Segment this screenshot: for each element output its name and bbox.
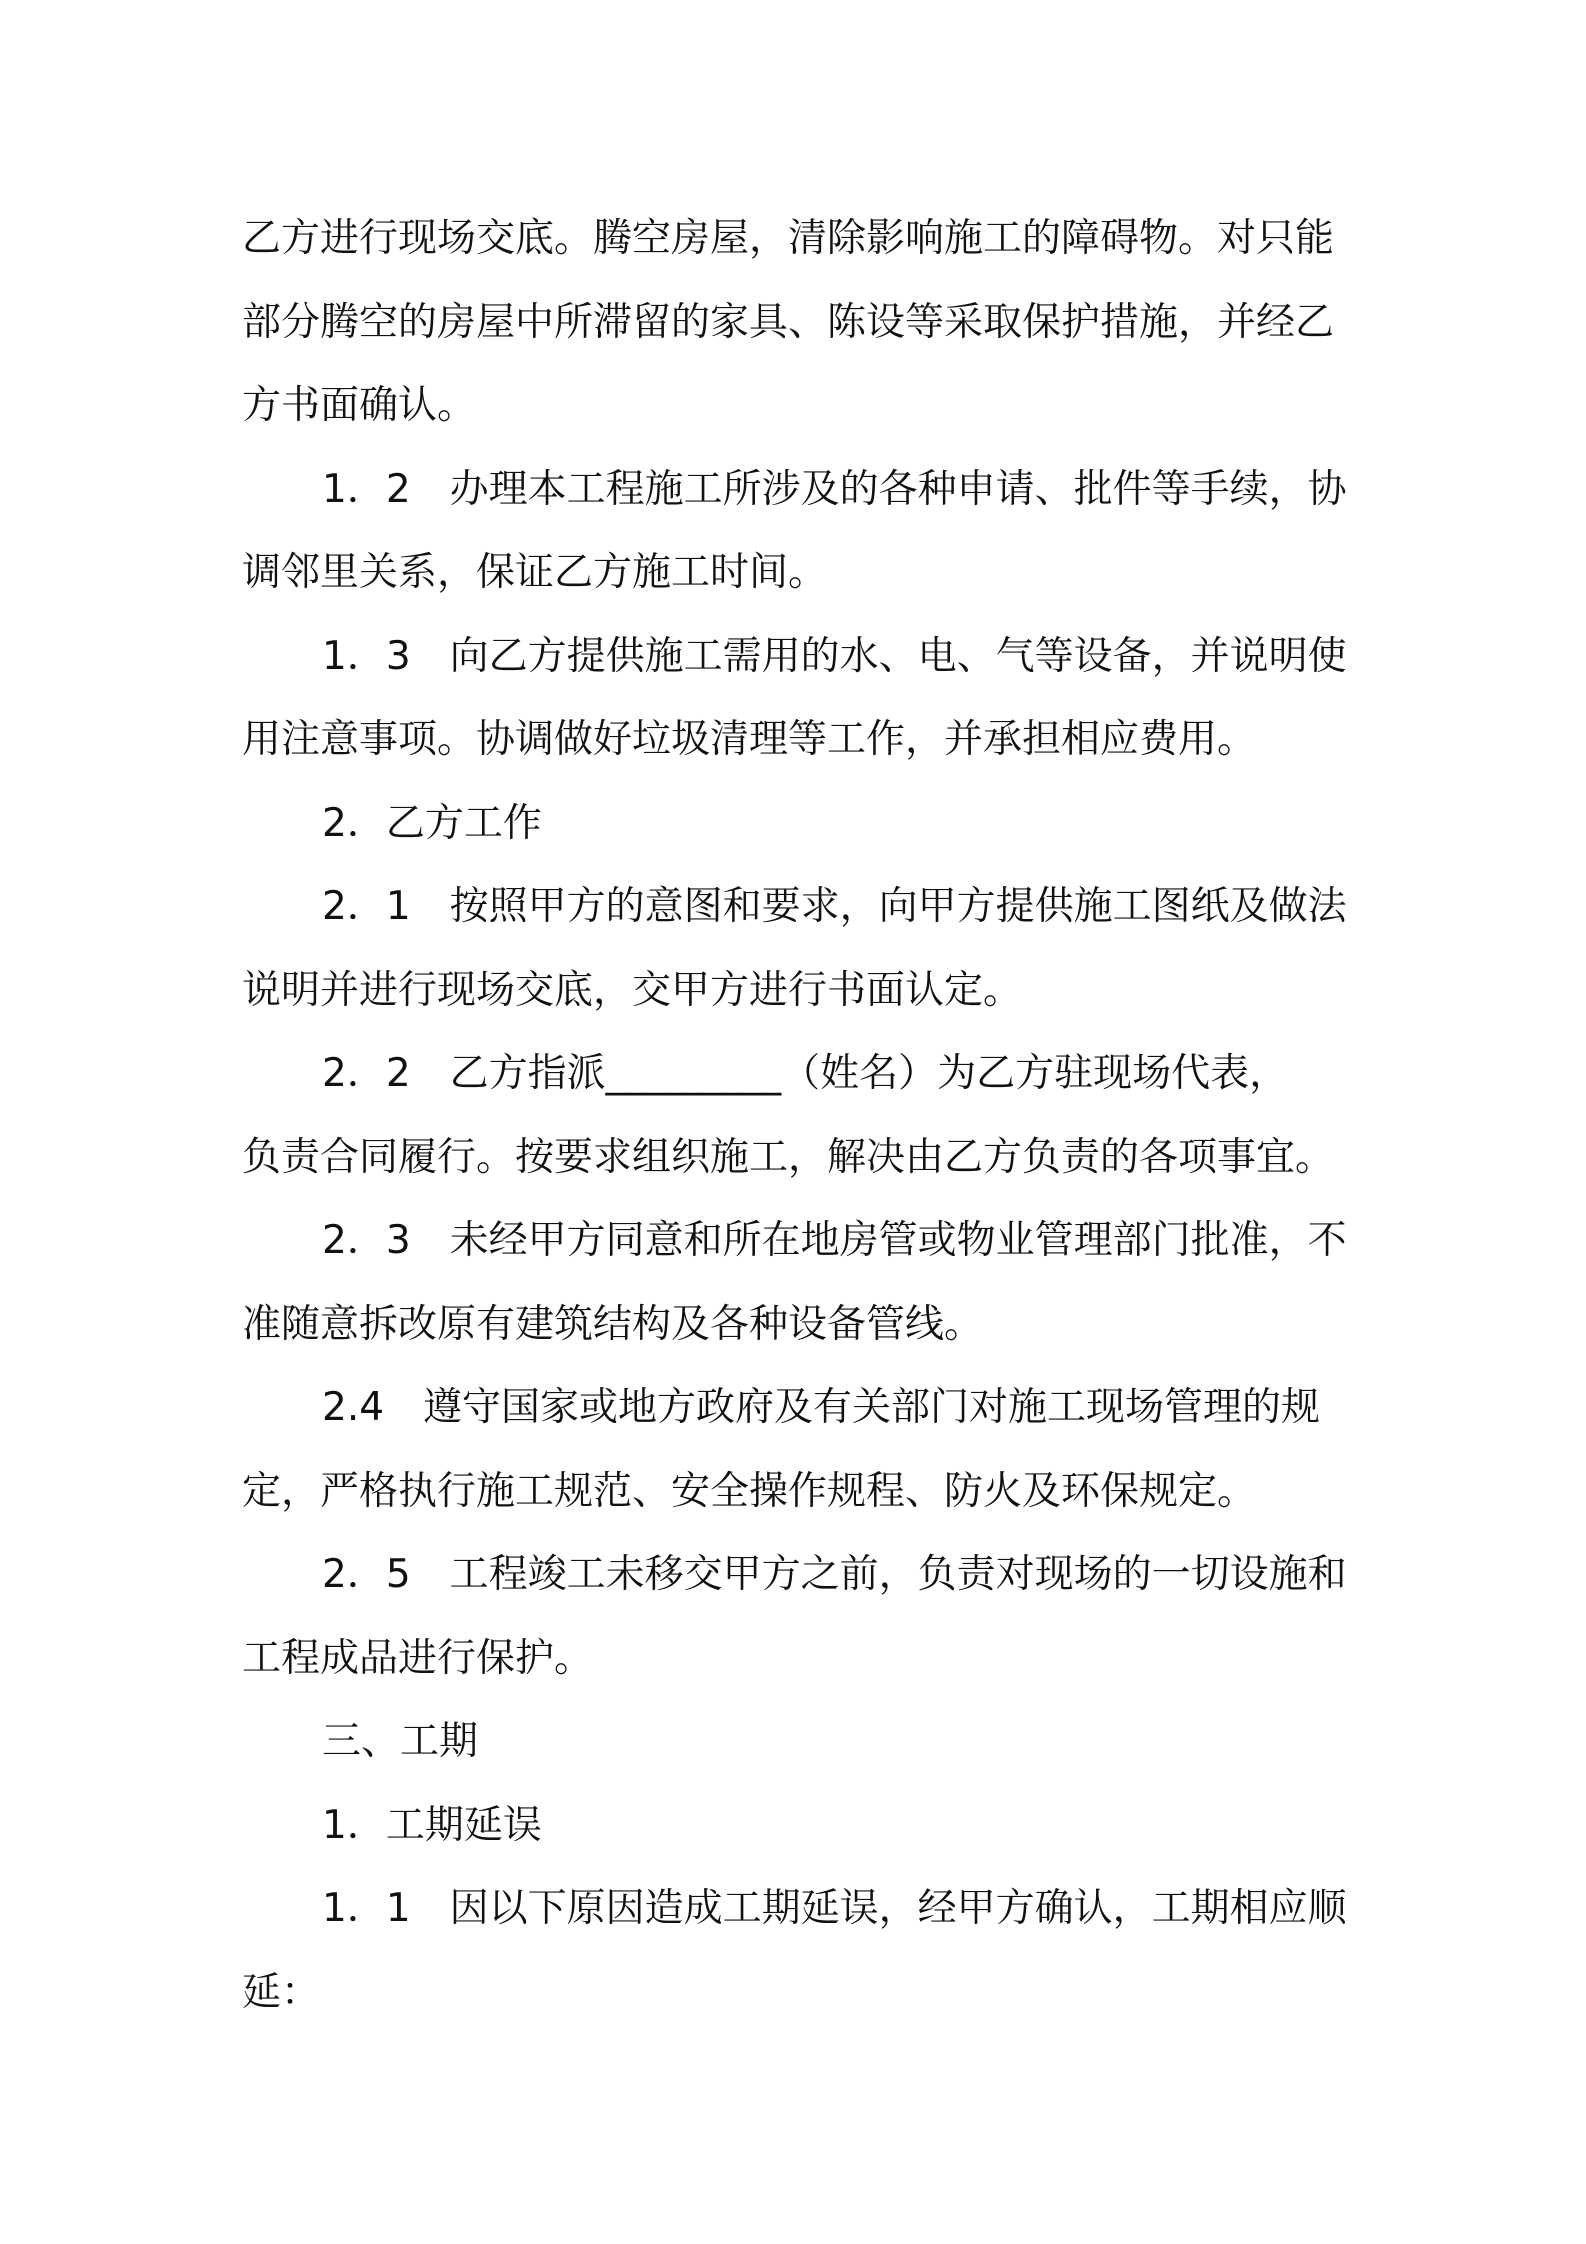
clause-2-2 bbox=[242, 1032, 1352, 1199]
text-line: 准随意拆改原有建筑结构及各种设备管线。 bbox=[242, 1301, 984, 1347]
text-line: 2．乙方工作 bbox=[322, 800, 542, 846]
text-line: 1．3 向乙方提供施工需用的水、电、气等设备，并说明使 bbox=[322, 633, 1347, 679]
clause-2-1 bbox=[242, 865, 1352, 1032]
text-line: 用注意事项。协调做好垃圾清理等工作，并承担相应费用。 bbox=[242, 717, 1257, 762]
text-line: 1．2 办理本工程施工所涉及的各种申请、批件等手续，协 bbox=[322, 466, 1347, 512]
text-line: 乙方进行现场交底。腾空房屋，清除影响施工的障碍物。对只能 bbox=[242, 216, 1335, 261]
clause-1-2 bbox=[242, 448, 1352, 615]
paragraph-continuation bbox=[242, 197, 1352, 448]
clause-3-1-1 bbox=[242, 1867, 1352, 2034]
text-line: 延： bbox=[242, 1969, 321, 2015]
document-body bbox=[242, 197, 1352, 2034]
text-line: 定，严格执行施工规范、安全操作规程、防火及环保规定。 bbox=[242, 1468, 1257, 1514]
text-line: 工程成品进行保护。 bbox=[242, 1635, 594, 1681]
clause-2-3 bbox=[242, 1199, 1352, 1366]
clause-1-3 bbox=[242, 615, 1352, 782]
subsection-heading-3-1 bbox=[242, 1784, 1352, 1868]
text-line: 调邻里关系，保证乙方施工时间。 bbox=[242, 550, 828, 595]
clause-2-4 bbox=[242, 1366, 1352, 1533]
text-line: 1．1 因以下原因造成工期延误，经甲方确认，工期相应顺 bbox=[322, 1886, 1347, 1931]
text-line: 负责合同履行。按要求组织施工，解决由乙方负责的各项事宜。 bbox=[242, 1134, 1335, 1180]
text-line: 说明并进行现场交底，交甲方进行书面认定。 bbox=[242, 967, 1023, 1013]
text-line: 三、工期 bbox=[322, 1719, 479, 1764]
text-line: 方书面确认。 bbox=[242, 383, 477, 428]
text-line: 1．工期延误 bbox=[322, 1802, 542, 1848]
text-line: 2．1 按照甲方的意图和要求，向甲方提供施工图纸及做法 bbox=[322, 884, 1347, 929]
text-line: 2．5 工程竣工未移交甲方之前，负责对现场的一切设施和 bbox=[322, 1552, 1347, 1597]
text-line: 部分腾空的房屋中所滞留的家具、陈设等采取保护措施，并经乙 bbox=[242, 299, 1335, 345]
clause-2-5 bbox=[242, 1533, 1352, 1700]
section-heading-3 bbox=[242, 1700, 1352, 1784]
text-line: 2.4 遵守国家或地方政府及有关部门对施工现场管理的规 bbox=[322, 1385, 1321, 1430]
section-heading-2 bbox=[242, 782, 1352, 866]
text-line: 2．3 未经甲方同意和所在地房管或物业管理部门批准，不 bbox=[322, 1218, 1347, 1263]
text-line: 2．2 乙方指派_________（姓名）为乙方驻现场代表， bbox=[322, 1051, 1289, 1096]
